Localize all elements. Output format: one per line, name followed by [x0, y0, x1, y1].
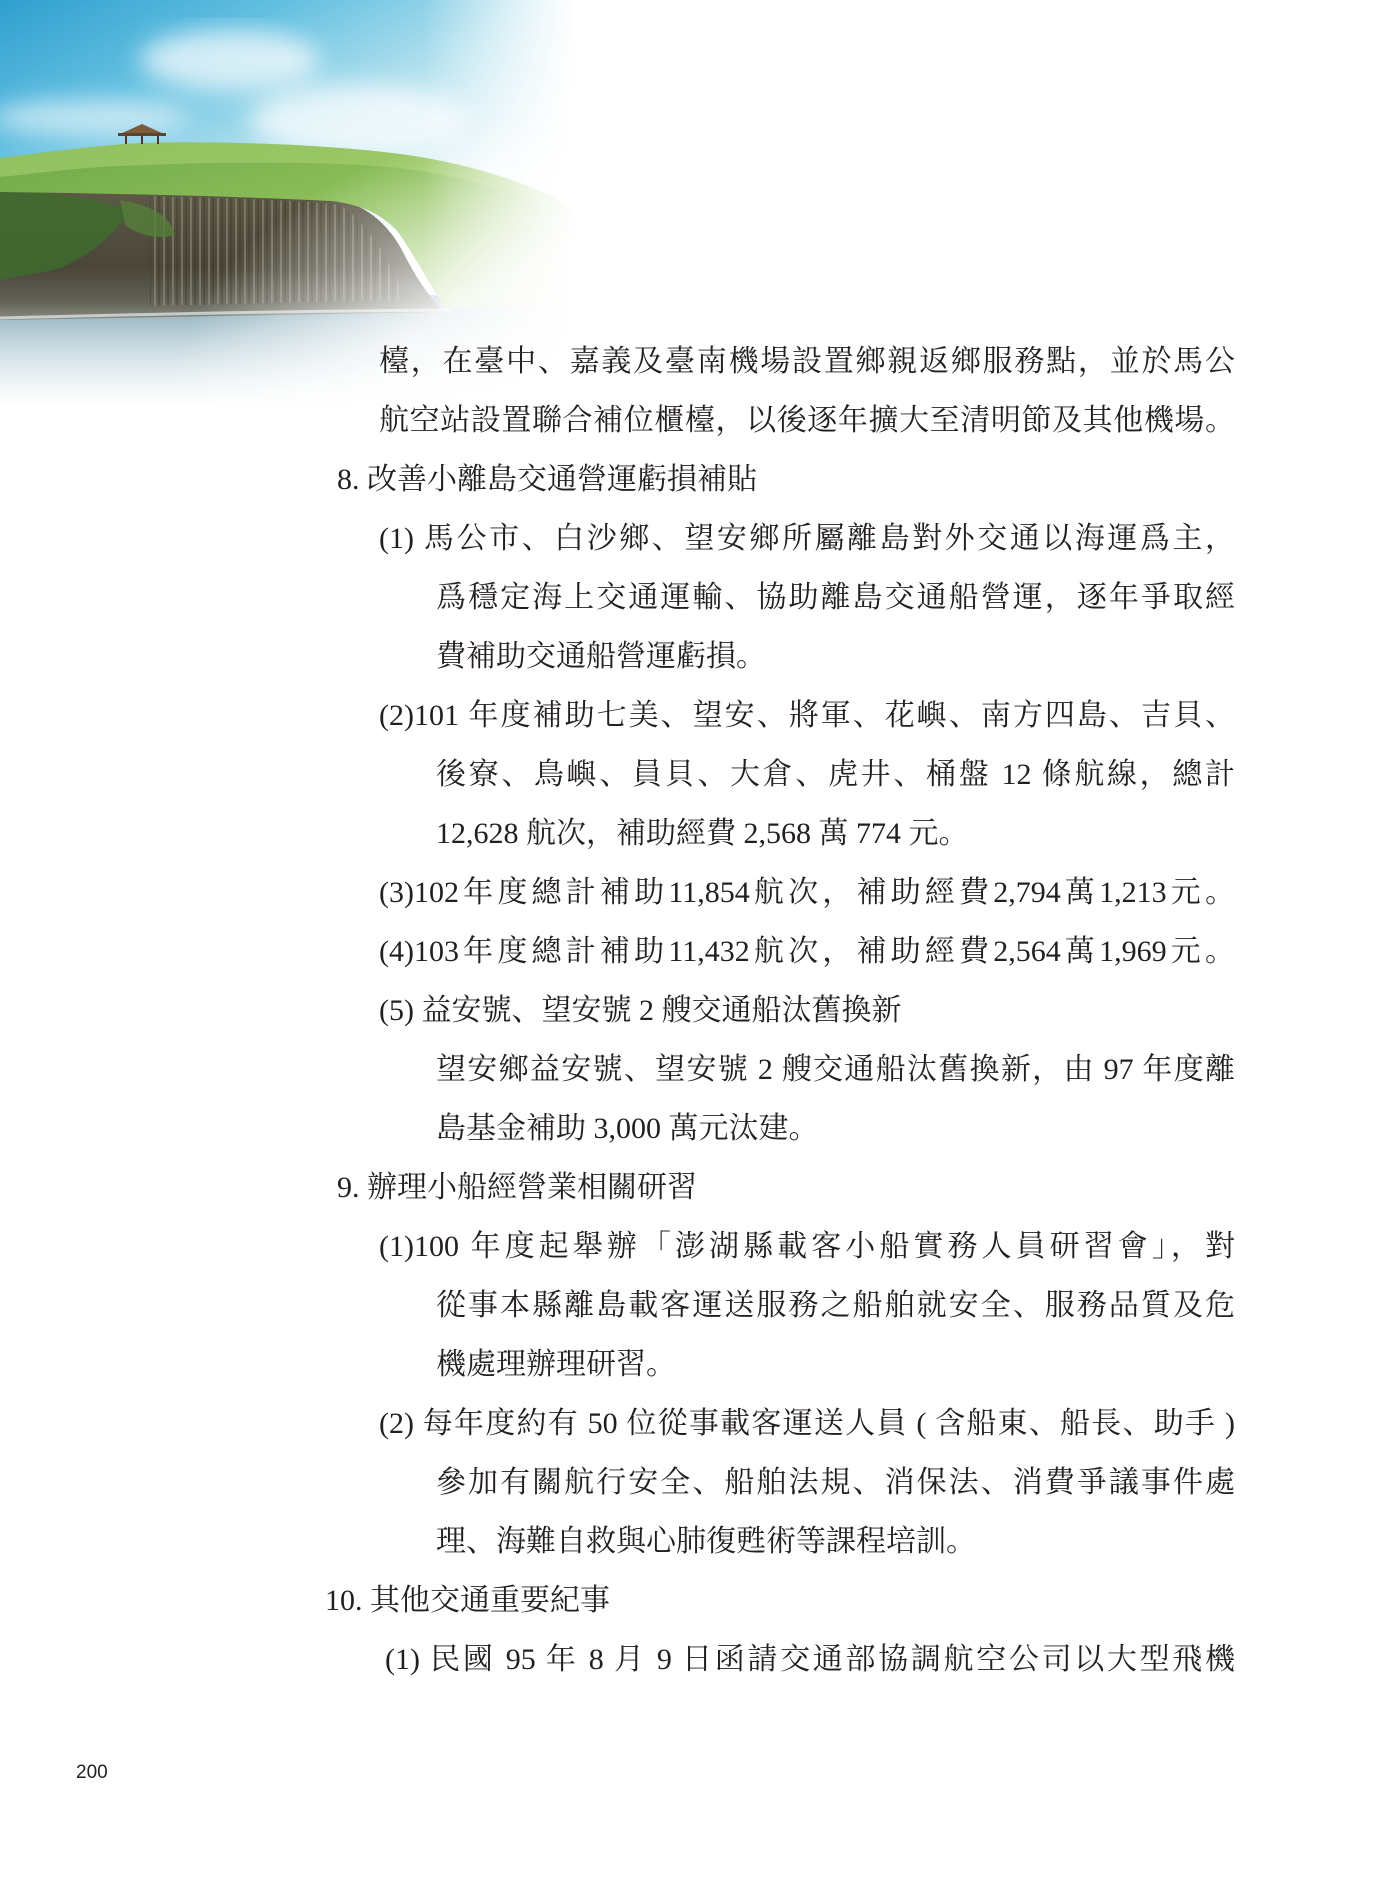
section-8-item-5-line-1: (5) 益安號、望安號 2 艘交通船汰舊換新: [379, 994, 902, 1027]
section-8-item-2: [0, 686, 1235, 863]
section-9-item-1-line-2: 從事本縣離島載客運送服務之船舶就安全、服務品質及危: [436, 1289, 1235, 1322]
page-number: 200: [76, 1762, 108, 1783]
section-8-item-5: [0, 981, 1235, 1158]
intro-line-2: 航空站設置聯合補位櫃檯，以後逐年擴大至清明節及其他機場。: [379, 404, 1235, 437]
section-10-heading: 10. 其他交通重要紀事: [325, 1584, 610, 1617]
section-9-item-1: [0, 1217, 1235, 1394]
section-8-item-1: [0, 509, 1235, 686]
section-8-item-1-line-3: 費補助交通船營運虧損。: [436, 640, 766, 673]
section-8: [0, 450, 1235, 1158]
section-10-item-1-line-1: (1) 民國 95 年 8 月 9 日函請交通部協調航空公司以大型飛機: [385, 1643, 1235, 1676]
section-8-item-2-line-3: 12,628 航次，補助經費 2,568 萬 774 元。: [436, 817, 969, 850]
section-8-item-5-line-2: 望安鄉益安號、望安號 2 艘交通船汰舊換新，由 97 年度離: [436, 1053, 1235, 1086]
section-8-item-4-line-1: (4)103年度總計補助11,432航次，補助經費2,564萬1,969元。: [379, 935, 1235, 968]
section-9-item-1-line-3: 機處理辦理研習。: [436, 1348, 676, 1381]
intro-line-1: 檯，在臺中、嘉義及臺南機場設置鄉親返鄉服務點，並於馬公: [379, 345, 1235, 378]
section-8-item-3-line-1: (3)102年度總計補助11,854航次，補助經費2,794萬1,213元。: [379, 876, 1235, 909]
section-8-heading: 8. 改善小離島交通營運虧損補貼: [337, 463, 757, 496]
body-text: [0, 332, 1235, 1689]
section-8-item-1-line-2: 爲穩定海上交通運輸、協助離島交通船營運，逐年爭取經: [436, 581, 1235, 614]
section-8-item-2-line-2: 後寮、鳥嶼、員貝、大倉、虎井、桶盤 12 條航線，總計: [436, 758, 1235, 791]
section-9-item-2-line-1: (2) 每年度約有 50 位從事載客運送人員 ( 含船東、船長、助手 ): [379, 1407, 1235, 1440]
section-8-item-5-line-3: 島基金補助 3,000 萬元汰建。: [436, 1112, 819, 1145]
section-8-item-3: [0, 863, 1235, 922]
section-9-item-2-line-3: 理、海難自救與心肺復甦術等課程培訓。: [436, 1525, 976, 1558]
section-10-item-1: [0, 1630, 1235, 1689]
section-10: [0, 1571, 1235, 1689]
section-9: [0, 1158, 1235, 1571]
section-8-item-1-line-1: (1) 馬公市、白沙鄉、望安鄉所屬離島對外交通以海運爲主，: [379, 522, 1235, 555]
section-8-item-2-line-1: (2)101 年度補助七美、望安、將軍、花嶼、南方四島、吉貝、: [379, 699, 1235, 732]
section-9-item-1-line-1: (1)100 年度起舉辦「澎湖縣載客小船實務人員研習會」，對: [379, 1230, 1235, 1263]
section-9-heading: 9. 辦理小船經營業相關研習: [337, 1171, 697, 1204]
section-9-item-2: [0, 1394, 1235, 1571]
section-8-item-4: [0, 922, 1235, 981]
section-9-item-2-line-2: 參加有關航行安全、船舶法規、消保法、消費爭議事件處: [436, 1466, 1235, 1499]
